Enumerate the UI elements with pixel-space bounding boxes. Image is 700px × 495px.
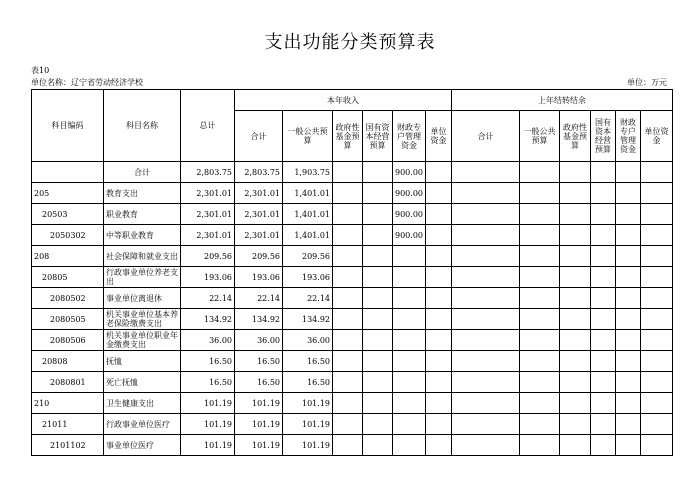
row-carry-cell xyxy=(520,246,560,267)
row-name: 社会保障和就业支出 xyxy=(104,246,181,267)
row-carry-cell xyxy=(520,435,560,456)
row-carry-cell xyxy=(616,288,641,309)
row-current-sum: 134.92 xyxy=(235,309,283,330)
row-current-special xyxy=(393,288,426,309)
row-carry-cell xyxy=(520,267,560,288)
row-current-state xyxy=(363,225,393,246)
row-carry-cell xyxy=(641,372,673,393)
row-current-special xyxy=(393,414,426,435)
row-code: 20805 xyxy=(32,267,104,288)
row-current-sum: 16.50 xyxy=(235,351,283,372)
row-current-special xyxy=(393,435,426,456)
header-current-state: 国有资本经营预算 xyxy=(363,111,393,162)
row-name: 机关事业单位基本养老保险缴费支出 xyxy=(104,309,181,330)
row-carry-cell xyxy=(560,183,591,204)
row-carry-cell xyxy=(641,204,673,225)
row-total: 22.14 xyxy=(181,288,235,309)
table-row xyxy=(32,204,673,225)
row-name: 死亡抚恤 xyxy=(104,372,181,393)
row-current-fund xyxy=(333,162,363,183)
unit-name: 单位名称：辽宁省劳动经济学校 xyxy=(31,78,143,87)
row-carry-cell xyxy=(591,372,616,393)
row-current-unit xyxy=(426,330,452,351)
row-carry-cell xyxy=(452,372,520,393)
row-current-state xyxy=(363,393,393,414)
row-carry-cell xyxy=(616,351,641,372)
header-current-fund: 政府性基金预算 xyxy=(333,111,363,162)
row-carry-cell xyxy=(591,393,616,414)
row-total: 36.00 xyxy=(181,330,235,351)
row-carry-cell xyxy=(452,246,520,267)
header-current-special: 财政专户管理资金 xyxy=(393,111,426,162)
row-carry-cell xyxy=(452,435,520,456)
row-current-fund xyxy=(333,351,363,372)
row-total: 193.06 xyxy=(181,267,235,288)
row-name: 抚恤 xyxy=(104,351,181,372)
row-current-unit xyxy=(426,162,452,183)
row-carry-cell xyxy=(591,204,616,225)
row-current-special xyxy=(393,246,426,267)
row-total: 2,301.01 xyxy=(181,225,235,246)
row-code: 205 xyxy=(32,183,104,204)
row-current-special xyxy=(393,372,426,393)
row-carry-cell xyxy=(591,162,616,183)
row-carry-cell xyxy=(641,393,673,414)
row-carry-cell xyxy=(616,309,641,330)
header-code: 科目编码 xyxy=(32,90,104,162)
row-current-special xyxy=(393,393,426,414)
row-carry-cell xyxy=(616,204,641,225)
table-row xyxy=(32,330,673,351)
row-code: 20808 xyxy=(32,351,104,372)
row-carry-cell xyxy=(591,414,616,435)
row-current-general: 1,903.75 xyxy=(283,162,333,183)
row-carry-cell xyxy=(452,183,520,204)
row-current-state xyxy=(363,183,393,204)
row-current-unit xyxy=(426,435,452,456)
header-carryover: 上年结转结余 xyxy=(452,90,673,111)
row-carry-cell xyxy=(520,309,560,330)
row-current-sum: 209.56 xyxy=(235,246,283,267)
row-carry-cell xyxy=(591,330,616,351)
table-row xyxy=(32,183,673,204)
row-current-unit xyxy=(426,204,452,225)
page-title: 支出功能分类预算表 xyxy=(264,32,436,53)
row-current-special xyxy=(393,330,426,351)
row-current-general: 16.50 xyxy=(283,351,333,372)
row-carry-cell xyxy=(616,267,641,288)
budget-table xyxy=(31,89,673,456)
row-carry-cell xyxy=(641,435,673,456)
row-current-fund xyxy=(333,183,363,204)
row-current-state xyxy=(363,330,393,351)
row-current-unit xyxy=(426,414,452,435)
row-carry-cell xyxy=(520,288,560,309)
row-current-special xyxy=(393,309,426,330)
row-current-sum: 2,301.01 xyxy=(235,225,283,246)
row-code: 2050302 xyxy=(32,225,104,246)
row-carry-cell xyxy=(641,267,673,288)
row-name: 合计 xyxy=(104,162,181,183)
row-total: 2,301.01 xyxy=(181,183,235,204)
row-current-sum: 101.19 xyxy=(235,435,283,456)
row-current-state xyxy=(363,267,393,288)
table-row xyxy=(32,246,673,267)
row-code: 2080506 xyxy=(32,330,104,351)
row-carry-cell xyxy=(560,246,591,267)
row-current-general: 193.06 xyxy=(283,267,333,288)
row-carry-cell xyxy=(560,435,591,456)
row-carry-cell xyxy=(641,330,673,351)
header-carry-general: 一般公共预算 xyxy=(520,111,560,162)
row-code: 2101102 xyxy=(32,435,104,456)
table-row xyxy=(32,225,673,246)
row-carry-cell xyxy=(452,351,520,372)
row-carry-cell xyxy=(560,393,591,414)
row-carry-cell xyxy=(616,225,641,246)
table-row xyxy=(32,435,673,456)
table-row xyxy=(32,414,673,435)
row-current-special xyxy=(393,351,426,372)
row-carry-cell xyxy=(591,267,616,288)
row-carry-cell xyxy=(641,351,673,372)
row-total: 101.19 xyxy=(181,435,235,456)
table-row xyxy=(32,393,673,414)
row-carry-cell xyxy=(641,309,673,330)
row-total: 16.50 xyxy=(181,351,235,372)
row-carry-cell xyxy=(560,372,591,393)
row-carry-cell xyxy=(520,372,560,393)
row-carry-cell xyxy=(641,246,673,267)
row-carry-cell xyxy=(560,288,591,309)
row-carry-cell xyxy=(591,309,616,330)
row-current-state xyxy=(363,162,393,183)
row-current-general: 1,401.01 xyxy=(283,183,333,204)
row-carry-cell xyxy=(591,288,616,309)
row-name: 职业教育 xyxy=(104,204,181,225)
row-carry-cell xyxy=(520,330,560,351)
row-carry-cell xyxy=(452,330,520,351)
row-current-general: 16.50 xyxy=(283,372,333,393)
row-carry-cell xyxy=(560,267,591,288)
header-carry-unit: 单位资金 xyxy=(641,111,673,162)
row-current-state xyxy=(363,246,393,267)
row-current-special: 900.00 xyxy=(393,225,426,246)
row-current-state xyxy=(363,351,393,372)
row-current-sum: 101.19 xyxy=(235,393,283,414)
row-current-fund xyxy=(333,435,363,456)
row-current-state xyxy=(363,435,393,456)
row-carry-cell xyxy=(591,225,616,246)
row-carry-cell xyxy=(616,372,641,393)
row-carry-cell xyxy=(641,162,673,183)
row-current-special: 900.00 xyxy=(393,162,426,183)
row-carry-cell xyxy=(452,267,520,288)
row-current-sum: 101.19 xyxy=(235,414,283,435)
row-name: 行政事业单位养老支出 xyxy=(104,267,181,288)
row-current-fund xyxy=(333,393,363,414)
row-current-general: 134.92 xyxy=(283,309,333,330)
row-code: 2080505 xyxy=(32,309,104,330)
row-carry-cell xyxy=(520,183,560,204)
header-carry-sum: 合计 xyxy=(452,111,520,162)
row-current-sum: 2,803.75 xyxy=(235,162,283,183)
row-name: 机关事业单位职业年金缴费支出 xyxy=(104,330,181,351)
row-carry-cell xyxy=(641,414,673,435)
header-current-general: 一般公共预算 xyxy=(283,111,333,162)
row-name: 事业单位医疗 xyxy=(104,435,181,456)
row-current-fund xyxy=(333,225,363,246)
row-carry-cell xyxy=(560,162,591,183)
row-total: 209.56 xyxy=(181,246,235,267)
row-carry-cell xyxy=(641,225,673,246)
row-name: 事业单位离退休 xyxy=(104,288,181,309)
row-current-special: 900.00 xyxy=(393,183,426,204)
row-carry-cell xyxy=(616,414,641,435)
table-row xyxy=(32,351,673,372)
row-total: 2,803.75 xyxy=(181,162,235,183)
row-code: 2080801 xyxy=(32,372,104,393)
row-current-fund xyxy=(333,372,363,393)
row-current-general: 209.56 xyxy=(283,246,333,267)
row-carry-cell xyxy=(616,330,641,351)
header-total: 总计 xyxy=(181,90,235,162)
row-total: 2,301.01 xyxy=(181,204,235,225)
row-code: 21011 xyxy=(32,414,104,435)
row-carry-cell xyxy=(520,351,560,372)
row-current-fund xyxy=(333,267,363,288)
row-current-sum: 16.50 xyxy=(235,372,283,393)
row-current-unit xyxy=(426,225,452,246)
row-code: 210 xyxy=(32,393,104,414)
row-carry-cell xyxy=(591,246,616,267)
row-carry-cell xyxy=(452,225,520,246)
row-carry-cell xyxy=(616,183,641,204)
row-current-general: 1,401.01 xyxy=(283,225,333,246)
row-code: 2080502 xyxy=(32,288,104,309)
row-current-sum: 36.00 xyxy=(235,330,283,351)
row-total: 101.19 xyxy=(181,414,235,435)
header-current-unit: 单位资金 xyxy=(426,111,452,162)
row-current-general: 101.19 xyxy=(283,393,333,414)
row-current-fund xyxy=(333,288,363,309)
row-current-fund xyxy=(333,309,363,330)
header-current-sum: 合计 xyxy=(235,111,283,162)
row-current-unit xyxy=(426,288,452,309)
row-carry-cell xyxy=(452,288,520,309)
table-row xyxy=(32,162,673,183)
row-carry-cell xyxy=(560,309,591,330)
header-name: 科目名称 xyxy=(104,90,181,162)
row-carry-cell xyxy=(520,393,560,414)
row-carry-cell xyxy=(560,414,591,435)
row-code: 20503 xyxy=(32,204,104,225)
row-carry-cell xyxy=(560,225,591,246)
row-carry-cell xyxy=(520,414,560,435)
row-carry-cell xyxy=(520,162,560,183)
row-name: 行政事业单位医疗 xyxy=(104,414,181,435)
row-current-state xyxy=(363,414,393,435)
row-carry-cell xyxy=(560,351,591,372)
row-code xyxy=(32,162,104,183)
row-total: 101.19 xyxy=(181,393,235,414)
row-carry-cell xyxy=(591,351,616,372)
row-carry-cell xyxy=(452,414,520,435)
row-current-state xyxy=(363,309,393,330)
row-total: 16.50 xyxy=(181,372,235,393)
table-row xyxy=(32,267,673,288)
row-current-unit xyxy=(426,246,452,267)
row-current-general: 22.14 xyxy=(283,288,333,309)
header-carry-state: 国有资本经营预算 xyxy=(591,111,616,162)
row-carry-cell xyxy=(616,162,641,183)
row-current-unit xyxy=(426,351,452,372)
row-carry-cell xyxy=(560,204,591,225)
row-carry-cell xyxy=(591,183,616,204)
row-current-sum: 2,301.01 xyxy=(235,183,283,204)
row-current-state xyxy=(363,204,393,225)
row-current-sum: 193.06 xyxy=(235,267,283,288)
table-number: 表10 xyxy=(31,66,50,75)
row-current-unit xyxy=(426,309,452,330)
row-current-unit xyxy=(426,267,452,288)
row-current-unit xyxy=(426,372,452,393)
row-carry-cell xyxy=(641,183,673,204)
row-current-state xyxy=(363,288,393,309)
row-code: 208 xyxy=(32,246,104,267)
row-current-special xyxy=(393,267,426,288)
row-current-general: 1,401.01 xyxy=(283,204,333,225)
row-current-general: 101.19 xyxy=(283,414,333,435)
row-carry-cell xyxy=(560,330,591,351)
row-carry-cell xyxy=(452,162,520,183)
row-carry-cell xyxy=(616,435,641,456)
row-carry-cell xyxy=(452,204,520,225)
table-row xyxy=(32,309,673,330)
row-current-fund xyxy=(333,204,363,225)
row-carry-cell xyxy=(591,435,616,456)
table-row xyxy=(32,372,673,393)
row-current-unit xyxy=(426,183,452,204)
row-current-fund xyxy=(333,330,363,351)
row-carry-cell xyxy=(641,288,673,309)
row-current-state xyxy=(363,372,393,393)
row-current-unit xyxy=(426,393,452,414)
row-carry-cell xyxy=(520,225,560,246)
row-carry-cell xyxy=(616,393,641,414)
header-carry-fund: 政府性基金预算 xyxy=(560,111,591,162)
row-name: 教育支出 xyxy=(104,183,181,204)
row-current-sum: 22.14 xyxy=(235,288,283,309)
row-current-fund xyxy=(333,246,363,267)
row-carry-cell xyxy=(452,393,520,414)
row-current-fund xyxy=(333,414,363,435)
row-carry-cell xyxy=(452,309,520,330)
unit-label: 单位：万元 xyxy=(627,78,667,87)
row-current-general: 36.00 xyxy=(283,330,333,351)
header-current-year: 本年收入 xyxy=(235,90,452,111)
row-name: 中等职业教育 xyxy=(104,225,181,246)
row-current-special: 900.00 xyxy=(393,204,426,225)
table-row xyxy=(32,288,673,309)
row-carry-cell xyxy=(616,246,641,267)
row-total: 134.92 xyxy=(181,309,235,330)
row-current-general: 101.19 xyxy=(283,435,333,456)
row-carry-cell xyxy=(520,204,560,225)
row-current-sum: 2,301.01 xyxy=(235,204,283,225)
header-carry-special: 财政专户管理资金 xyxy=(616,111,641,162)
row-name: 卫生健康支出 xyxy=(104,393,181,414)
